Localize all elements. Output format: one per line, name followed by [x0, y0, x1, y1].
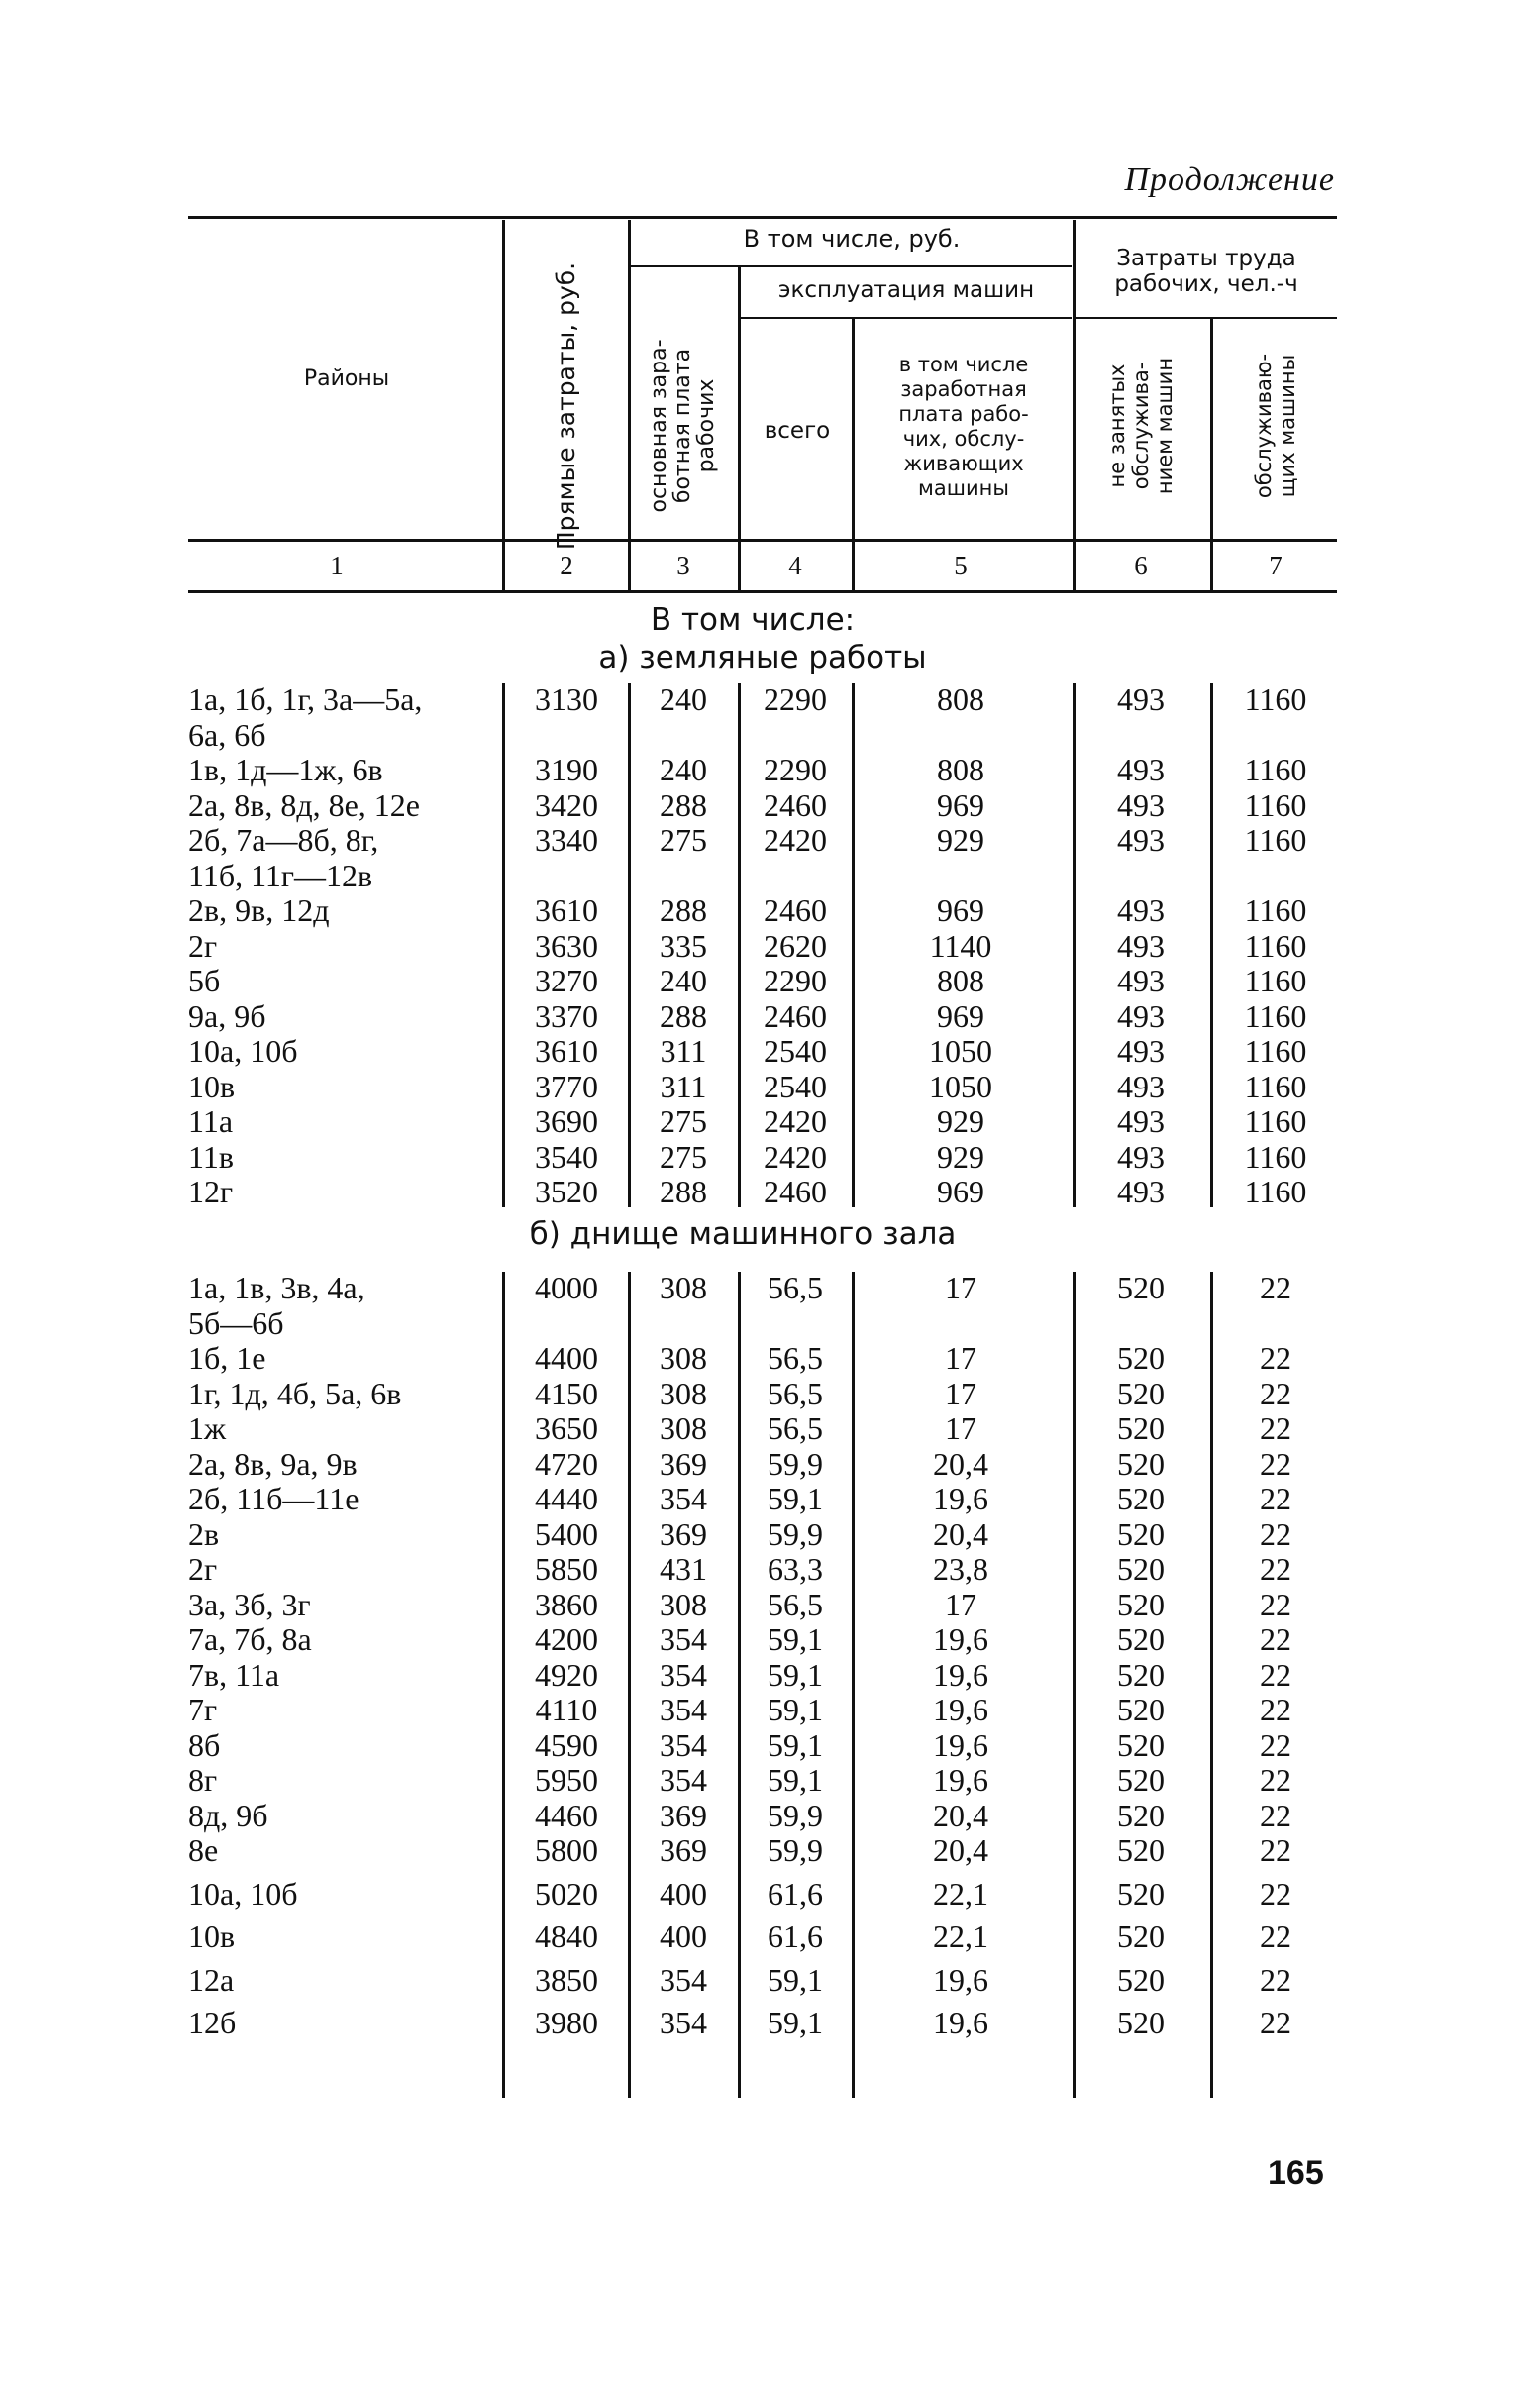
table-cell: 3860 [535, 1586, 598, 1622]
row-district: 2г [188, 927, 218, 964]
vrule-2 [628, 220, 631, 590]
row-district: 12б [188, 2005, 237, 2040]
body-vrule [1073, 1272, 1076, 2098]
body-vrule [628, 1272, 631, 2098]
row-district: 1а, 1в, 3в, 4а, 5б—6б [188, 1270, 365, 1341]
table-cell: 2460 [764, 786, 827, 823]
table-cell: 520 [1117, 1875, 1165, 1912]
table-cell: 1160 [1244, 892, 1307, 928]
table-cell: 969 [937, 997, 984, 1034]
table-cell: 969 [937, 786, 984, 823]
table-cell: 4150 [535, 1375, 598, 1411]
table-cell: 59,9 [768, 1832, 823, 1868]
table-cell: 5020 [535, 1875, 598, 1912]
column-number: 3 [676, 551, 690, 580]
row-district: 7в, 11а [188, 1656, 280, 1693]
table-cell: 3690 [535, 1103, 598, 1139]
table-cell: 3850 [535, 1961, 598, 1998]
table-cell: 3370 [535, 997, 598, 1034]
table-cell: 1140 [929, 927, 992, 964]
table-cell: 493 [1117, 927, 1165, 964]
table-cell: 240 [660, 963, 707, 998]
page-number: 165 [1268, 2154, 1324, 2192]
column-number: 4 [788, 551, 802, 580]
row-district: 3а, 3б, 3г [188, 1586, 311, 1622]
table-cell: 1160 [1244, 1103, 1307, 1139]
table-cell: 1160 [1244, 1138, 1307, 1175]
table-cell: 520 [1117, 1445, 1165, 1482]
body-vrule [738, 683, 741, 1207]
table-cell: 19,6 [933, 1481, 988, 1516]
table-cell: 520 [1117, 1762, 1165, 1798]
row-district: 1б, 1е [188, 1340, 266, 1376]
table-cell: 400 [660, 1875, 707, 1912]
table-cell: 3420 [535, 786, 598, 823]
table-cell: 61,6 [768, 1875, 823, 1912]
table-cell: 520 [1117, 1961, 1165, 1998]
row-district: 1г, 1д, 4б, 5а, 6в [188, 1375, 402, 1411]
table-cell: 56,5 [768, 1586, 823, 1622]
row-district: 1в, 1д—1ж, 6в [188, 752, 383, 787]
table-cell: 929 [937, 1103, 984, 1139]
row-district: 10а, 10б [188, 1033, 298, 1069]
column-number: 7 [1269, 551, 1283, 580]
table-cell: 520 [1117, 1726, 1165, 1763]
body-vrule [1210, 1272, 1213, 2098]
table-cell: 59,1 [768, 1656, 823, 1693]
row-district: 10в [188, 1918, 236, 1954]
table-cell: 2290 [764, 963, 827, 998]
table-cell: 22 [1260, 1586, 1291, 1622]
table-cell: 22 [1260, 1481, 1291, 1516]
table-cell: 22 [1260, 1621, 1291, 1657]
table-cell: 1160 [1244, 963, 1307, 998]
table-cell: 354 [660, 2005, 707, 2040]
table-cell: 354 [660, 1656, 707, 1693]
table-cell: 19,6 [933, 1656, 988, 1693]
table-cell: 22 [1260, 1832, 1291, 1868]
table-cell: 369 [660, 1515, 707, 1552]
row-district: 7г [188, 1692, 218, 1727]
body-vrule [502, 683, 505, 1207]
table-cell: 59,1 [768, 1961, 823, 1998]
table-cell: 22 [1260, 1762, 1291, 1798]
row-district: 12г [188, 1174, 234, 1209]
row-district: 2а, 8в, 8д, 8е, 12е [188, 786, 420, 823]
table-cell: 2290 [764, 752, 827, 787]
section-title: а) земляные работы [598, 640, 927, 675]
table-cell: 2460 [764, 1174, 827, 1209]
table-cell: 1160 [1244, 1033, 1307, 1069]
table-cell: 59,9 [768, 1515, 823, 1552]
table-cell: 308 [660, 1586, 707, 1622]
row-district: 12а [188, 1961, 235, 1998]
table-cell: 520 [1117, 1340, 1165, 1376]
table-cell: 22 [1260, 1375, 1291, 1411]
table-cell: 56,5 [768, 1270, 823, 1305]
body-vrule [738, 1272, 741, 2098]
table-cell: 520 [1117, 1621, 1165, 1657]
table-cell: 4110 [535, 1692, 598, 1727]
table-cell: 493 [1117, 1068, 1165, 1104]
table-cell: 22 [1260, 2005, 1291, 2040]
column-number: 2 [560, 551, 573, 580]
table-cell: 2540 [764, 1068, 827, 1104]
table-cell: 520 [1117, 1656, 1165, 1693]
table-cell: 17 [945, 1375, 976, 1411]
header-labor-costs: Затраты труда рабочих, чел.-ч [1114, 246, 1298, 297]
table-cell: 22,1 [933, 1875, 988, 1912]
table-cell: 22,1 [933, 1918, 988, 1954]
row-district: 7а, 7б, 8а [188, 1621, 312, 1657]
table-cell: 22 [1260, 1692, 1291, 1727]
row-district: 1ж [188, 1410, 227, 1446]
table-cell: 1160 [1244, 1068, 1307, 1104]
table-cell: 4400 [535, 1340, 598, 1376]
table-cell: 17 [945, 1410, 976, 1446]
table-cell: 3540 [535, 1138, 598, 1175]
table-cell: 520 [1117, 1797, 1165, 1833]
table-cell: 3520 [535, 1174, 598, 1209]
table-cell: 4000 [535, 1270, 598, 1305]
table-cell: 335 [660, 927, 707, 964]
table-cell: 59,1 [768, 1481, 823, 1516]
table-cell: 520 [1117, 1481, 1165, 1516]
table-cell: 4200 [535, 1621, 598, 1657]
subheader-rule-2 [739, 317, 1072, 319]
row-district: 5б [188, 963, 221, 998]
table-cell: 3610 [535, 1033, 598, 1069]
table-cell: 308 [660, 1410, 707, 1446]
row-district: 8е [188, 1832, 219, 1868]
table-cell: 56,5 [768, 1340, 823, 1376]
table-cell: 22 [1260, 1340, 1291, 1376]
table-cell: 493 [1117, 681, 1165, 717]
table-top-rule [188, 216, 1337, 219]
table-cell: 1160 [1244, 681, 1307, 717]
table-cell: 19,6 [933, 1621, 988, 1657]
table-cell: 2290 [764, 681, 827, 717]
table-cell: 969 [937, 892, 984, 928]
table-cell: 354 [660, 1762, 707, 1798]
table-cell: 61,6 [768, 1918, 823, 1954]
table-cell: 311 [660, 1033, 707, 1069]
table-cell: 2540 [764, 1033, 827, 1069]
table-cell: 59,9 [768, 1445, 823, 1482]
table-cell: 4590 [535, 1726, 598, 1763]
table-cell: 493 [1117, 1174, 1165, 1209]
table-cell: 431 [660, 1551, 707, 1587]
row-district: 9а, 9б [188, 997, 266, 1034]
table-cell: 808 [937, 681, 984, 717]
table-cell: 4720 [535, 1445, 598, 1482]
row-district: 1а, 1б, 1г, 3а—5а, 6а, 6б [188, 681, 423, 753]
row-district: 11в [188, 1138, 234, 1175]
table-cell: 493 [1117, 822, 1165, 858]
table-cell: 1050 [929, 1033, 992, 1069]
table-cell: 369 [660, 1832, 707, 1868]
header-not-machine: не занятых обслужива- нием машин [1105, 357, 1177, 495]
body-vrule [1210, 683, 1213, 1207]
table-cell: 17 [945, 1586, 976, 1622]
table-cell: 22 [1260, 1918, 1291, 1954]
body-vrule [852, 683, 855, 1207]
table-cell: 311 [660, 1068, 707, 1104]
table-cell: 22 [1260, 1961, 1291, 1998]
table-cell: 5800 [535, 1832, 598, 1868]
table-cell: 20,4 [933, 1445, 988, 1482]
row-district: 8г [188, 1762, 218, 1798]
body-vrule [502, 1272, 505, 2098]
table-cell: 4440 [535, 1481, 598, 1516]
table-cell: 308 [660, 1340, 707, 1376]
table-cell: 4920 [535, 1656, 598, 1693]
table-cell: 56,5 [768, 1410, 823, 1446]
table-cell: 3270 [535, 963, 598, 998]
table-cell: 59,9 [768, 1797, 823, 1833]
table-cell: 22 [1260, 1797, 1291, 1833]
table-cell: 369 [660, 1445, 707, 1482]
column-number: 6 [1134, 551, 1148, 580]
table-cell: 240 [660, 752, 707, 787]
row-district: 2в [188, 1515, 220, 1552]
table-cell: 308 [660, 1375, 707, 1411]
table-cell: 493 [1117, 963, 1165, 998]
body-vrule [852, 1272, 855, 2098]
table-cell: 22 [1260, 1875, 1291, 1912]
table-cell: 275 [660, 822, 707, 858]
table-cell: 59,1 [768, 1692, 823, 1727]
table-cell: 23,8 [933, 1551, 988, 1587]
table-cell: 63,3 [768, 1551, 823, 1587]
table-cell: 3340 [535, 822, 598, 858]
row-district: 10а, 10б [188, 1875, 298, 1912]
table-cell: 59,1 [768, 1726, 823, 1763]
table-cell: 288 [660, 892, 707, 928]
table-cell: 520 [1117, 1270, 1165, 1305]
table-cell: 5400 [535, 1515, 598, 1552]
table-cell: 1160 [1244, 752, 1307, 787]
table-cell: 22 [1260, 1445, 1291, 1482]
column-number: 1 [330, 551, 344, 580]
table-cell: 3650 [535, 1410, 598, 1446]
body-vrule [1073, 683, 1076, 1207]
colnum-bottom-rule [188, 590, 1337, 593]
table-cell: 369 [660, 1797, 707, 1833]
table-cell: 493 [1117, 786, 1165, 823]
table-cell: 288 [660, 997, 707, 1034]
table-cell: 520 [1117, 2005, 1165, 2040]
table-cell: 520 [1117, 1832, 1165, 1868]
header-bottom-rule [188, 539, 1337, 542]
table-cell: 520 [1117, 1410, 1165, 1446]
table-cell: 19,6 [933, 1961, 988, 1998]
table-cell: 2420 [764, 1103, 827, 1139]
table-cell: 17 [945, 1270, 976, 1305]
table-cell: 59,1 [768, 2005, 823, 2040]
table-cell: 22 [1260, 1656, 1291, 1693]
table-cell: 22 [1260, 1726, 1291, 1763]
vrule-1 [502, 220, 505, 590]
column-number: 5 [954, 551, 968, 580]
row-district: 2б, 7а—8б, 8г, 11б, 11г—12в [188, 822, 379, 893]
table-cell: 1160 [1244, 997, 1307, 1034]
table-cell: 354 [660, 1692, 707, 1727]
table-cell: 2460 [764, 997, 827, 1034]
table-cell: 354 [660, 1481, 707, 1516]
header-base-wage: основная зара- ботная плата рабочих [647, 339, 719, 513]
table-cell: 288 [660, 786, 707, 823]
table-cell: 59,1 [768, 1762, 823, 1798]
table-cell: 354 [660, 1621, 707, 1657]
table-cell: 493 [1117, 1103, 1165, 1139]
row-district: 2г [188, 1551, 218, 1587]
row-district: 2а, 8в, 9а, 9в [188, 1445, 358, 1482]
table-cell: 19,6 [933, 1762, 988, 1798]
vrule-6 [1210, 319, 1213, 590]
table-cell: 354 [660, 1961, 707, 1998]
table-cell: 520 [1117, 1551, 1165, 1587]
table-cell: 22 [1260, 1515, 1291, 1552]
table-cell: 929 [937, 822, 984, 858]
header-direct-costs: Прямые затраты, руб. [552, 261, 580, 551]
row-district: 2в, 9в, 12д [188, 892, 330, 928]
table-cell: 19,6 [933, 1692, 988, 1727]
table-cell: 3630 [535, 927, 598, 964]
subheader-rule-1 [630, 265, 1072, 267]
table-cell: 22 [1260, 1551, 1291, 1587]
body-vrule [628, 683, 631, 1207]
table-cell: 275 [660, 1103, 707, 1139]
table-cell: 520 [1117, 1918, 1165, 1954]
table-cell: 2460 [764, 892, 827, 928]
section-title: б) днище машинного зала [529, 1216, 957, 1252]
table-cell: 3980 [535, 2005, 598, 2040]
table-cell: 19,6 [933, 2005, 988, 2040]
table-cell: 493 [1117, 1033, 1165, 1069]
row-district: 2б, 11б—11е [188, 1481, 359, 1516]
header-districts: Районы [303, 366, 390, 391]
row-district: 8д, 9б [188, 1797, 268, 1833]
table-cell: 1050 [929, 1068, 992, 1104]
row-district: 8б [188, 1726, 221, 1763]
table-cell: 288 [660, 1174, 707, 1209]
table-cell: 19,6 [933, 1726, 988, 1763]
row-district: 11а [188, 1103, 234, 1139]
table-cell: 493 [1117, 1138, 1165, 1175]
table-cell: 20,4 [933, 1797, 988, 1833]
header-incl-wage: в том числе заработная плата рабо- чих, обслу- живающих машины [898, 353, 1029, 500]
table-cell: 275 [660, 1138, 707, 1175]
table-cell: 808 [937, 752, 984, 787]
table-cell: 3190 [535, 752, 598, 787]
table-cell: 493 [1117, 892, 1165, 928]
table-cell: 808 [937, 963, 984, 998]
table-cell: 4840 [535, 1918, 598, 1954]
table-cell: 56,5 [768, 1375, 823, 1411]
subheader-rule-3 [1075, 317, 1337, 319]
table-cell: 2420 [764, 822, 827, 858]
table-cell: 520 [1117, 1586, 1165, 1622]
table-cell: 20,4 [933, 1832, 988, 1868]
table-cell: 5850 [535, 1551, 598, 1587]
table-cell: 22 [1260, 1410, 1291, 1446]
table-cell: 1160 [1244, 927, 1307, 964]
table-cell: 493 [1117, 752, 1165, 787]
table-cell: 3610 [535, 892, 598, 928]
header-machine-serv: обслуживаю- щих машины [1252, 353, 1299, 499]
table-cell: 240 [660, 681, 707, 717]
table-cell: 400 [660, 1918, 707, 1954]
table-cell: 520 [1117, 1515, 1165, 1552]
table-cell: 5950 [535, 1762, 598, 1798]
table-cell: 2420 [764, 1138, 827, 1175]
header-including-rub: В том числе, руб. [743, 225, 961, 253]
table-cell: 929 [937, 1138, 984, 1175]
table-cell: 308 [660, 1270, 707, 1305]
row-district: 10в [188, 1068, 236, 1104]
table-cell: 969 [937, 1174, 984, 1209]
table-cell: 59,1 [768, 1621, 823, 1657]
continuation-label: Продолжение [1124, 161, 1335, 198]
table-cell: 3770 [535, 1068, 598, 1104]
intro-label: В том числе: [650, 602, 856, 638]
table-cell: 493 [1117, 997, 1165, 1034]
table-cell: 4460 [535, 1797, 598, 1833]
table-cell: 3130 [535, 681, 598, 717]
table-cell: 520 [1117, 1375, 1165, 1411]
table-cell: 1160 [1244, 786, 1307, 823]
header-machine-operation: эксплуатация машин [777, 277, 1035, 303]
table-cell: 2620 [764, 927, 827, 964]
table-cell: 354 [660, 1726, 707, 1763]
vrule-4 [852, 319, 855, 590]
vrule-3 [738, 267, 741, 590]
table-cell: 17 [945, 1340, 976, 1376]
table-cell: 1160 [1244, 822, 1307, 858]
table-cell: 520 [1117, 1692, 1165, 1727]
table-cell: 20,4 [933, 1515, 988, 1552]
table-cell: 1160 [1244, 1174, 1307, 1209]
header-total: всего [764, 418, 831, 444]
table-cell: 22 [1260, 1270, 1291, 1305]
